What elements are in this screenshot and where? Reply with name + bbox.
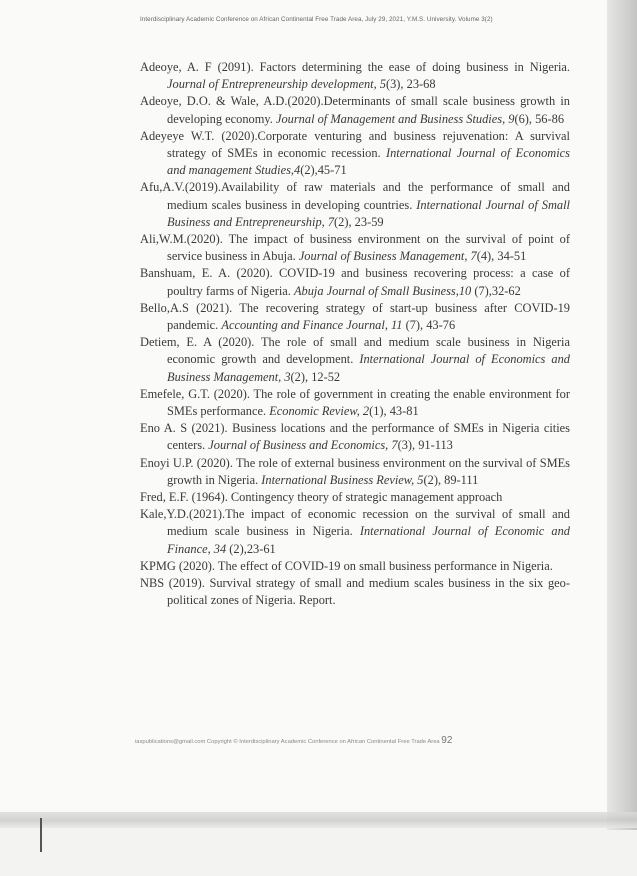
reference-text: Fred, E.F. (1964). Contingency theory of strategic management approach (140, 490, 503, 505)
reference-entry (140, 558, 570, 575)
reference-text: KPMG (2020). The effect of COVID-19 on small business performance in Nigeria. (140, 558, 553, 573)
reference-pages: (4), 34-51 (476, 249, 527, 264)
reference-entry (140, 489, 570, 506)
reference-text: Eno A. S (2021). Business locations and the performance of SMEs in Nigeria cities centers. (140, 421, 570, 453)
reference-journal: Journal of Entrepreneurship development, 5 (167, 77, 386, 92)
reference-entry (140, 59, 570, 93)
reference-text: Enoyi U.P. (2020). The role of external business environment on the survival of SMEs growth in Nigeria. (140, 455, 570, 487)
reference-pages: (2), 12-52 (290, 369, 341, 384)
footer-text: iaspublications@gmail.com Copyright © Interdisciplinary Academic Conference on African Continental Free Trade Area (135, 739, 442, 745)
reference-entry (140, 128, 570, 180)
reference-journal: Abuja Journal of Small Business,10 (293, 283, 472, 298)
reference-entry (140, 575, 570, 609)
reference-pages: (3), 91-113 (397, 438, 453, 453)
scan-bottom-shadow (0, 812, 637, 828)
reference-entry (140, 420, 570, 454)
reference-journal: International Journal of Economics and Business Management, 3 (167, 352, 570, 384)
reference-text: Adeyeye W.T. (2020).Corporate venturing and business rejuvenation: A survival strategy of SMEs in economic recession. (140, 128, 570, 161)
reference-entry (140, 334, 570, 386)
reference-text: Detiem, E. A (2020). The role of small and medium scale business in Nigeria economic growth and development. (140, 335, 570, 367)
reference-text: Emefele, G.T. (2020). The role of government in creating the enable environment for SMEs performance. (140, 386, 570, 419)
reference-entry (140, 231, 570, 265)
reference-text: NBS (2019). Survival strategy of small and medium scales business in the six geo-political zones of Nigeria. Report. (140, 576, 570, 608)
page-footer (135, 735, 575, 746)
reference-pages: (2),45-71 (300, 163, 347, 178)
reference-text: Adeoye, D.O. & Wale, A.D.(2020).Determinants of small scale business growth in developing economy. (140, 94, 570, 126)
reference-pages: (2),23-61 (226, 541, 276, 556)
reference-list (140, 59, 570, 610)
reference-pages: (7), 43-76 (402, 318, 456, 333)
scan-edge-shadow (607, 0, 637, 830)
reference-entry (140, 300, 570, 334)
reference-journal: Accounting and Finance Journal, 11 (221, 318, 403, 333)
reference-entry (140, 93, 570, 127)
reference-text: Bello,A.S (2021). The recovering strategy of start-up business after COVID-19 pandemic. (140, 300, 570, 333)
reference-text: Ali,W.M.(2020). The impact of business environment on the survival of point of service business in Abuja. (140, 232, 570, 264)
running-header: Interdisciplinary Academic Conference on African Continental Free Trade Area, July 29, 2021, Y.M.S. University. Volume 3(2) (140, 16, 493, 23)
reference-journal: International Journal of Small Business and Entrepreneurship, 7 (167, 197, 570, 229)
reference-journal: Journal of Management and Business Studies, 9 (275, 111, 515, 126)
reference-pages: (2), 23-59 (334, 214, 384, 229)
reference-entry (140, 455, 570, 489)
reference-journal: International Journal of Economic and Finance, 34 (167, 524, 571, 556)
reference-pages: (1), 43-81 (369, 404, 419, 419)
reference-text: Kale,Y.D.(2021).The impact of economic recession on the survival of small and medium scale business in Nigeria. (140, 507, 570, 539)
reference-pages: (2), 89-111 (423, 472, 479, 487)
reference-journal: Journal of Business and Economics, 7 (208, 438, 398, 453)
reference-journal: International Business Review, 5 (261, 472, 424, 487)
margin-mark (40, 818, 42, 852)
reference-pages: (3), 23-68 (385, 77, 436, 92)
reference-text: Banshuam, E. A. (2020). COVID-19 and business recovering process: a case of poultry farms of Nigeria. (140, 266, 570, 298)
reference-text: Afu,A.V.(2019).Availability of raw materials and the performance of small and medium scales business in developing countries. (140, 180, 570, 212)
reference-entry (140, 179, 570, 231)
reference-journal: Economic Review, 2 (269, 404, 370, 419)
reference-journal: International Journal of Economics and management Studies,4 (167, 146, 570, 178)
reference-entry (140, 386, 570, 420)
reference-text: Adeoye, A. F (2091). Factors determining the ease of doing business in Nigeria. (140, 60, 570, 74)
reference-journal: Journal of Business Management, 7 (298, 249, 477, 264)
reference-entry (140, 265, 570, 299)
reference-pages: (6), 56-86 (514, 111, 565, 126)
page-number: 92 (441, 735, 453, 746)
reference-pages: (7),32-62 (471, 283, 521, 298)
reference-entry (140, 506, 570, 558)
